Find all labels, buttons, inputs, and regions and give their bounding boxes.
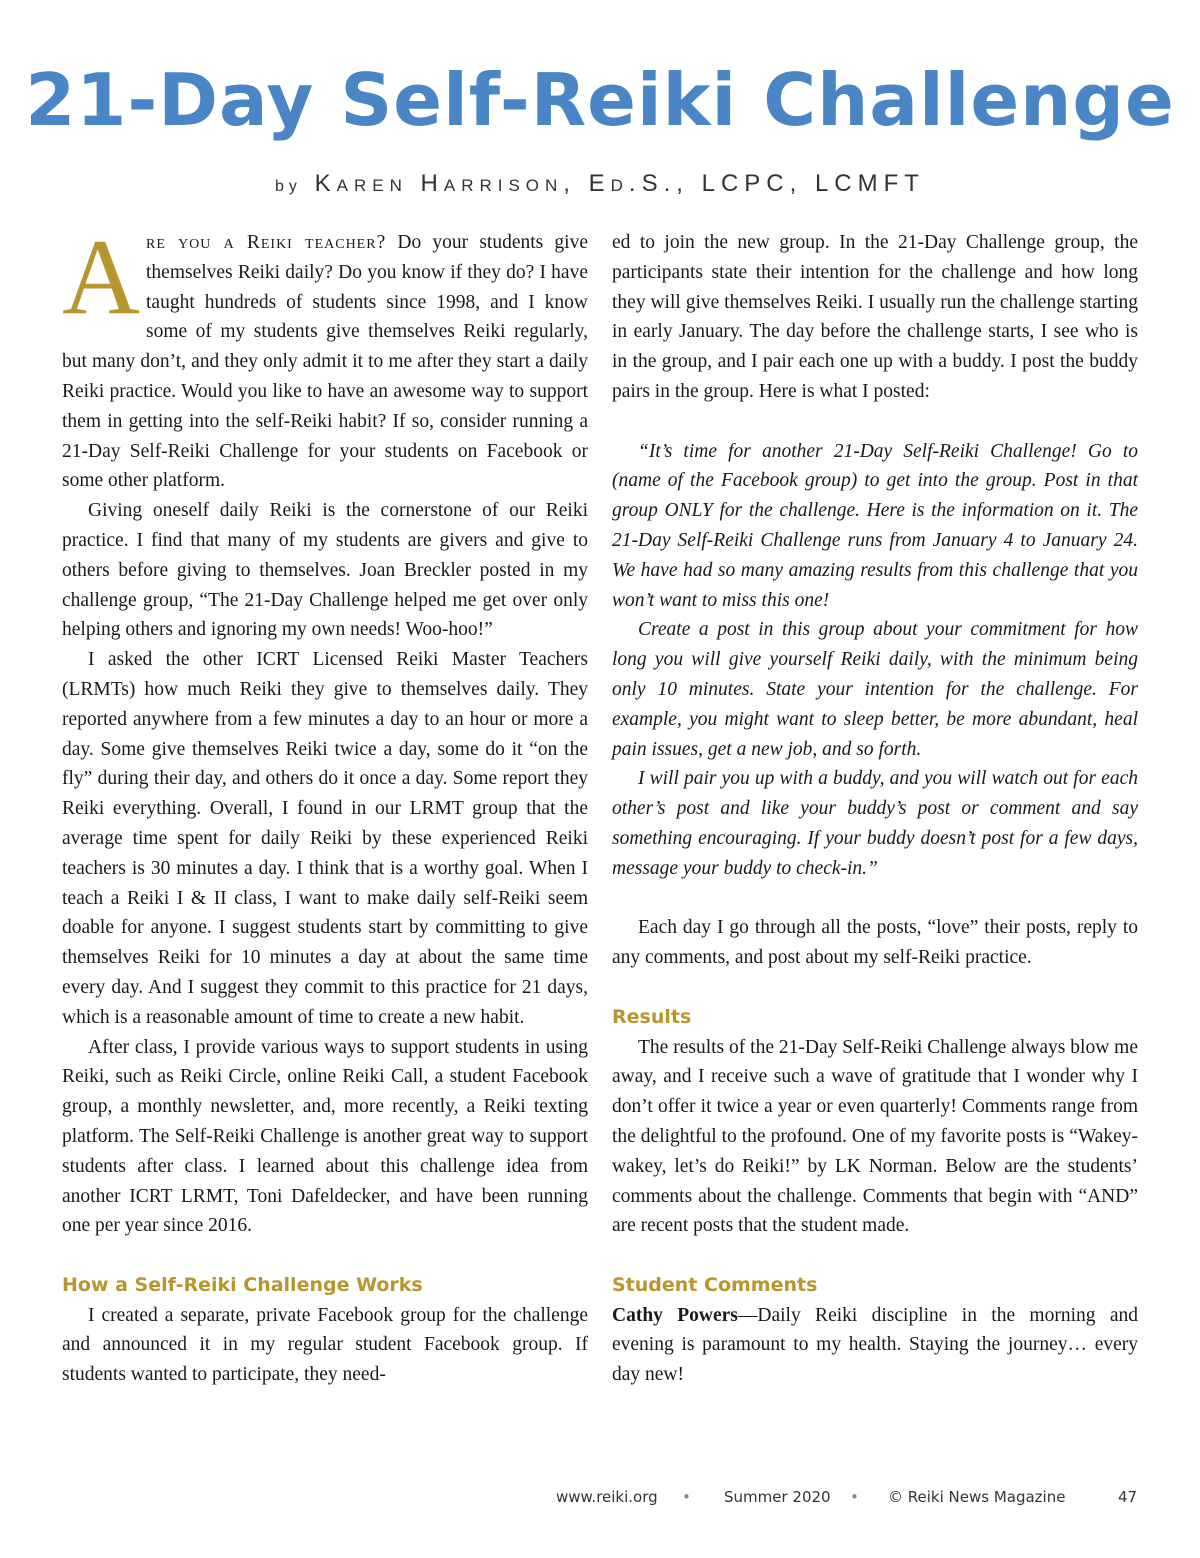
section-heading-results: Results (612, 1005, 692, 1028)
quoted-post: I will pair you up with a buddy, and you will watch out for each other’s post and like your buddy’s post or comment and say something encouraging. If your buddy doesn’t post for a few days, message your buddy to check-in.” (612, 768, 1138, 879)
paragraph: After class, I provide various ways to support students in using Reiki, such as Reiki Circle, online Reiki Call, a student Facebook group, a monthly newsletter, and, more recently, a Reiki texting platform. The Self-Reiki Challenge is another great way to support students after class. I learned about this challenge idea from another ICRT LRMT, Toni Dafeldecker, and have been running one per year since 2016. (62, 1036, 588, 1237)
quoted-post: Create a post in this group about your commitment for how long you will give yourself Reiki daily, with the minimum being only 10 minutes. State your intention for the challenge. For example, you might want to sleep better, be more abundant, heal pain issues, get a new job, and so forth. (612, 619, 1138, 760)
paragraph: Giving oneself daily Reiki is the cornerstone of our Reiki practice. I find that many of my students are givers and give to others before giving to themselves. Joan Breckler posted in my challenge group, “The 21-Day Challenge helped me get over only helping others and ignoring my own needs! Woo-hoo!” (62, 500, 588, 641)
footer-issue: Summer 2020 (724, 1488, 831, 1506)
commenter-name: Cathy Powers (612, 1304, 738, 1326)
footer-separator: • (682, 1488, 691, 1506)
paragraph: I asked the other ICRT Licensed Reiki Master Teachers (LRMTs) how much Reiki they give to themselves daily. They reported anywhere from a few minutes a day to an hour or more a day. Some give themselves Reiki twice a day, some do it “on the fly” during their day, and others do it once a day. Some report they Reiki everything. Overall, I found in our LRMT group that the average time spent for daily Reiki by these experienced Reiki teachers is 30 minutes a day. I think that is a worthy goal. When I teach a Reiki I & II class, I want to make daily self-Reiki seem doable for anyone. I suggest students start by committing to give themselves Reiki for 10 minutes a day at about the same time every day. And I suggest they commit to this practice for 21 days, which is a reasonable amount of time to create a new habit. (62, 649, 588, 1028)
paragraph: Each day I go through all the posts, “love” their posts, reply to any comments, and post about my self-Reiki practice. (612, 917, 1138, 969)
footer-page-number: 47 (1118, 1488, 1138, 1506)
section-heading-student-comments: Student Comments (612, 1273, 818, 1296)
footer-website: www.reiki.org (556, 1488, 658, 1506)
left-column (62, 218, 588, 1390)
byline-by: by (275, 178, 302, 195)
quoted-post: “It’s time for another 21-Day Self-Reiki Challenge! Go to (name of the Facebook group) to get into the group. Post in that group ONLY for the challenge. Here is the information on it. The 21-Day Self-Reiki Challenge runs from January 4 to January 24. We have had so many amazing results from this challenge that you won’t want to miss this one! (612, 440, 1138, 611)
intro-text: Do your students give themselves Reiki daily? Do you know if they do? I have taught hundreds of students since 1998, and I know some of my students give themselves Reiki regularly, but many don’t, and they only admit it to me after they start a daily Reiki practice. Would you like to have an awesome way to support them in getting into the self-Reiki habit? If so, consider running a 21-Day Self-Reiki Challenge for your students on Facebook or some other platform. (62, 232, 588, 492)
section-heading-how-it-works: How a Self-Reiki Challenge Works (62, 1273, 423, 1296)
intro-paragraph (62, 218, 588, 496)
student-comment (612, 1301, 1138, 1390)
paragraph: The results of the 21-Day Self-Reiki Challenge always blow me away, and I receive such a wave of gratitude that I wonder why I don’t offer it twice a year or even quarterly! Comments range from the delightful to the profound. One of my favorite posts is “Wakey-wakey, let’s do Reiki!” by LK Norman. Below are the students’ comments about the challenge. Comments that begin with “AND” are recent posts that the student made. (612, 1036, 1138, 1237)
paragraph: ed to join the new group. In the 21-Day Challenge group, the participants state their intention for the challenge and how long they will give themselves Reiki. I usually run the challenge starting in early January. The day before the challenge starts, I see who is in the group, and I pair each one up with a buddy. I post the buddy pairs in the group. Here is what I posted: (612, 232, 1138, 402)
comment-text: —Daily Reiki discipline in the morning and evening is paramount to my health. Staying the journey… every day new! (612, 1304, 1138, 1386)
byline (0, 170, 1200, 198)
footer-separator: • (850, 1488, 859, 1506)
page-title: 21-Day Self-Reiki Challenge (25, 58, 1175, 142)
right-column (612, 228, 1138, 1390)
footer-magazine: © Reiki News Magazine (888, 1488, 1066, 1506)
byline-author: Karen Harrison, Ed.S., LCPC, LCMFT (314, 170, 925, 197)
drop-cap: A (62, 218, 140, 337)
intro-lead-in: re you a Reiki teacher? (146, 232, 387, 253)
paragraph: I created a separate, private Facebook group for the challenge and announced it in my regular student Facebook group. If students wanted to participate, they need- (62, 1304, 588, 1386)
